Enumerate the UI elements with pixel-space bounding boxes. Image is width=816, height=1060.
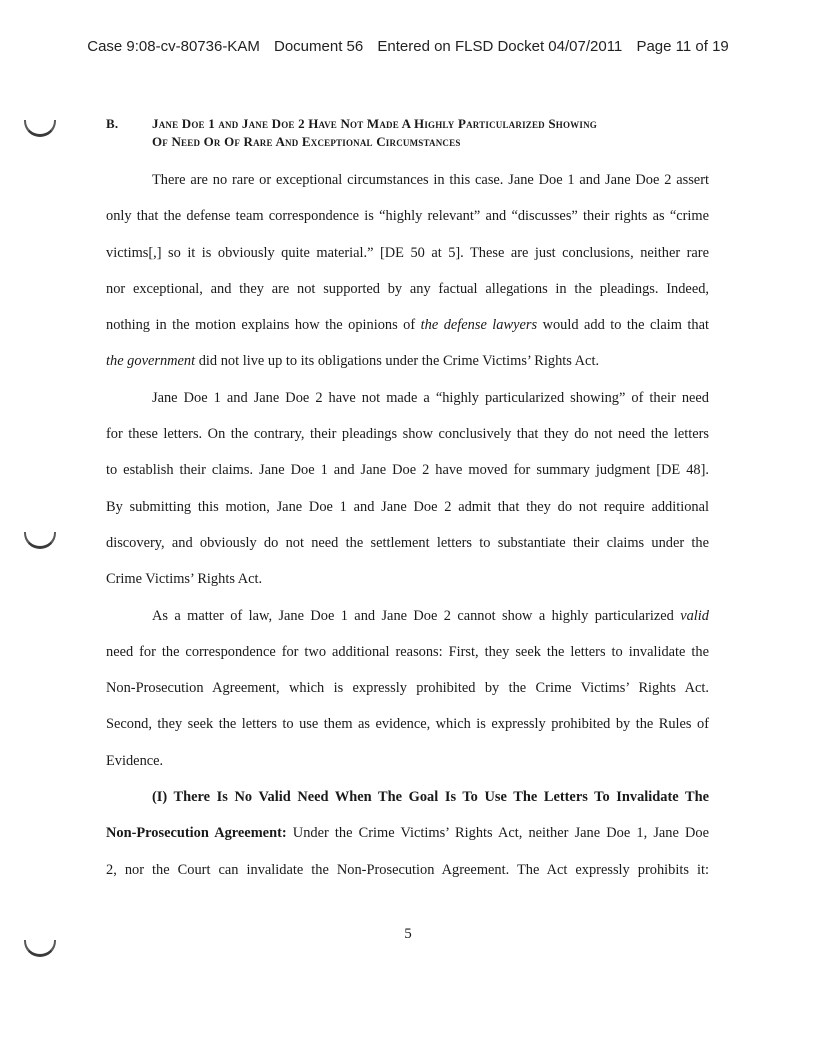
text-line: 2, nor the Court can invalidate the Non-Prosecution Agreement. The Act expressly prohibits it: — [106, 861, 709, 878]
document-number: Document 56 — [274, 38, 364, 55]
italic-term: the defense lawyers — [420, 317, 538, 334]
text-line: only that the defense team correspondence is “highly relevant” and “discusses” their rights as “crime — [106, 208, 709, 225]
case-number: Case 9:08-cv-80736-KAM — [87, 38, 260, 55]
document-body — [106, 162, 709, 888]
docket-header — [0, 38, 816, 55]
italic-term: the government — [106, 353, 196, 370]
text-line — [106, 307, 709, 343]
italic-term: valid — [680, 607, 709, 624]
text-line: There are no rare or exceptional circumstances in this case. Jane Doe 1 and Jane Doe 2 assert — [152, 172, 709, 188]
subheading-bold: Non-Prosecution Agreement: — [106, 825, 287, 842]
entered-docket: Entered on FLSD Docket 04/07/2011 — [377, 38, 623, 55]
text-fragment: As a matter of law, Jane Doe 1 and Jane Doe 2 cannot show a highly particularized — [152, 607, 681, 624]
section-title-line-2: Of Need Or Of Rare And Exceptional Circumstances — [152, 134, 461, 149]
text-fragment: nothing in the motion explains how the opinions of — [106, 317, 421, 334]
text-line: Second, they seek the letters to use them as evidence, which is expressly prohibited by the Rules of — [106, 716, 709, 733]
text-line: Crime Victims’ Rights Act. — [106, 571, 263, 588]
text-line: By submitting this motion, Jane Doe 1 and Jane Doe 2 admit that they do not require additional — [106, 498, 709, 515]
text-line: nor exceptional, and they are not supported by any factual allegations in the pleadings. Indeed, — [106, 280, 709, 297]
binder-hole-mark — [24, 120, 56, 137]
text-line: Non-Prosecution Agreement, which is expressly prohibited by the Crime Victims’ Rights Act. — [106, 680, 709, 697]
text-line: need for the correspondence for two additional reasons: First, they seek the letters to invalidate the — [106, 643, 709, 660]
section-heading — [106, 115, 716, 151]
subheading-line: (I) There Is No Valid Need When The Goal Is To Use The Letters To Invalidate The — [152, 789, 709, 806]
section-number: B. — [106, 116, 119, 131]
text-line — [106, 815, 709, 851]
text-line: Evidence. — [106, 752, 164, 769]
text-line: discovery, and obviously do not need the settlement letters to substantiate their claims under the — [106, 534, 709, 551]
binder-hole-mark — [24, 532, 56, 549]
text-fragment: did not live up to its obligations under the Crime Victims’ Rights Act. — [195, 353, 600, 370]
text-line: Jane Doe 1 and Jane Doe 2 have not made a “highly particularized showing” of their need — [152, 389, 709, 406]
text-line: to establish their claims. Jane Doe 1 and Jane Doe 2 have moved for summary judgment [DE 48]. — [106, 462, 709, 479]
section-title-line-1: Jane Doe 1 and Jane Doe 2 Have Not Made A Highly Particularized Showing — [152, 116, 597, 131]
page-number: 5 — [404, 926, 412, 942]
text-line: for these letters. On the contrary, their pleadings show conclusively that they do not need the letters — [106, 426, 709, 443]
text-line — [106, 598, 709, 634]
text-line — [106, 343, 709, 379]
page-count: Page 11 of 19 — [636, 38, 729, 55]
text-fragment: would add to the claim that — [537, 317, 709, 334]
text-fragment: Under the Crime Victims’ Rights Act, neither Jane Doe 1, Jane Doe — [286, 825, 710, 842]
text-line: victims[,] so it is obviously quite material.” [DE 50 at 5]. These are just conclusions, neither rare — [106, 244, 709, 261]
